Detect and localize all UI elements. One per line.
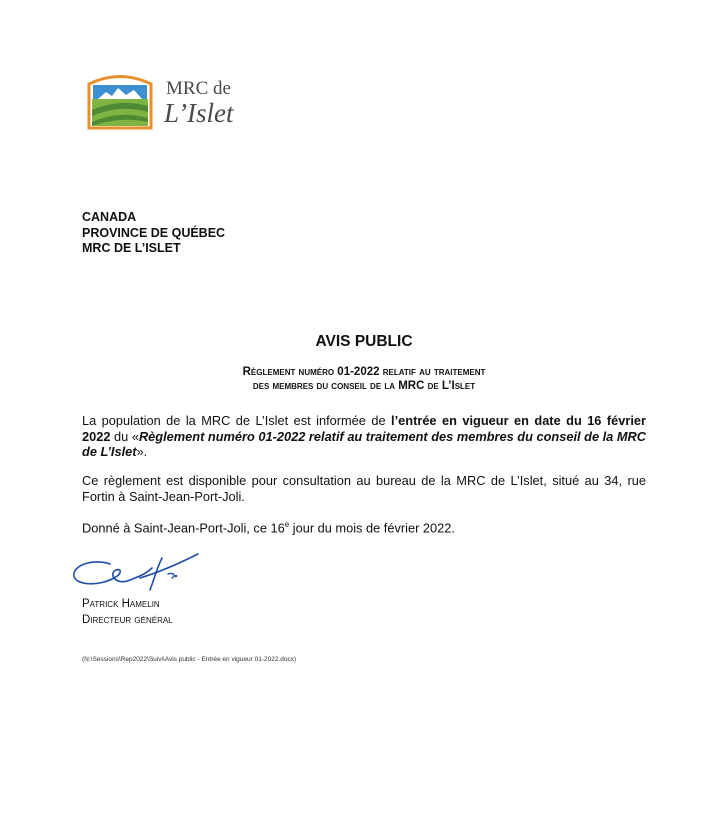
document-file-path: (N:\Sessions\Rep2022\Suivi\Avis public - Entrée en vigueur 01-2022.docx) [82,656,297,663]
handwritten-signature [70,548,210,598]
given-at-text-a: Donné à Saint-Jean-Port-Joli, ce 16 [82,520,285,536]
address-mrc: MRC DE L’ISLET [82,241,181,255]
regulation-title: Règlement numéro 01-2022 relatif au traitement des membres du conseil de la MRC de L’Islet [82,428,646,459]
notice-effective-date: l’entrée en vigueur en date du 16 février 2022 [82,413,646,444]
signer-name: Patrick Hamelin [82,598,160,610]
page-title: AVIS PUBLIC [315,333,413,350]
signer-role: Directeur général [82,614,173,626]
availability-paragraph: Ce règlement est disponible pour consultation au bureau de la MRC de L’Islet, situé au 34, rue Fortin à Saint-Jean-Port-Joli. [82,473,646,504]
notice-text-a: La population de la MRC de L’Islet est informée de [82,413,392,428]
mrc-logo [86,72,256,132]
address-country: CANADA [82,210,137,224]
notice-text-c: ». [136,444,148,459]
notice-paragraph [82,413,646,460]
subtitle-line-2: des membres du conseil de la MRC de L’Islet [252,380,476,392]
notice-text-b: du « [110,428,139,444]
subtitle-line-1: Règlement numéro 01-2022 relatif au traitement [242,366,486,378]
address-block [82,210,225,257]
given-at-paragraph [82,517,646,536]
landscape-logo-icon [86,72,154,130]
regulation-subtitle [0,365,728,393]
signer-block [82,596,173,628]
address-province: PROVINCE DE QUÉBEC [82,225,226,240]
given-at-text-b: jour du mois de février 2022. [289,520,455,536]
logo-text-mrc-de: MRC de [166,78,231,99]
ordinal-superscript: e [284,520,290,529]
logo-text-lislet: L’Islet [164,98,234,128]
